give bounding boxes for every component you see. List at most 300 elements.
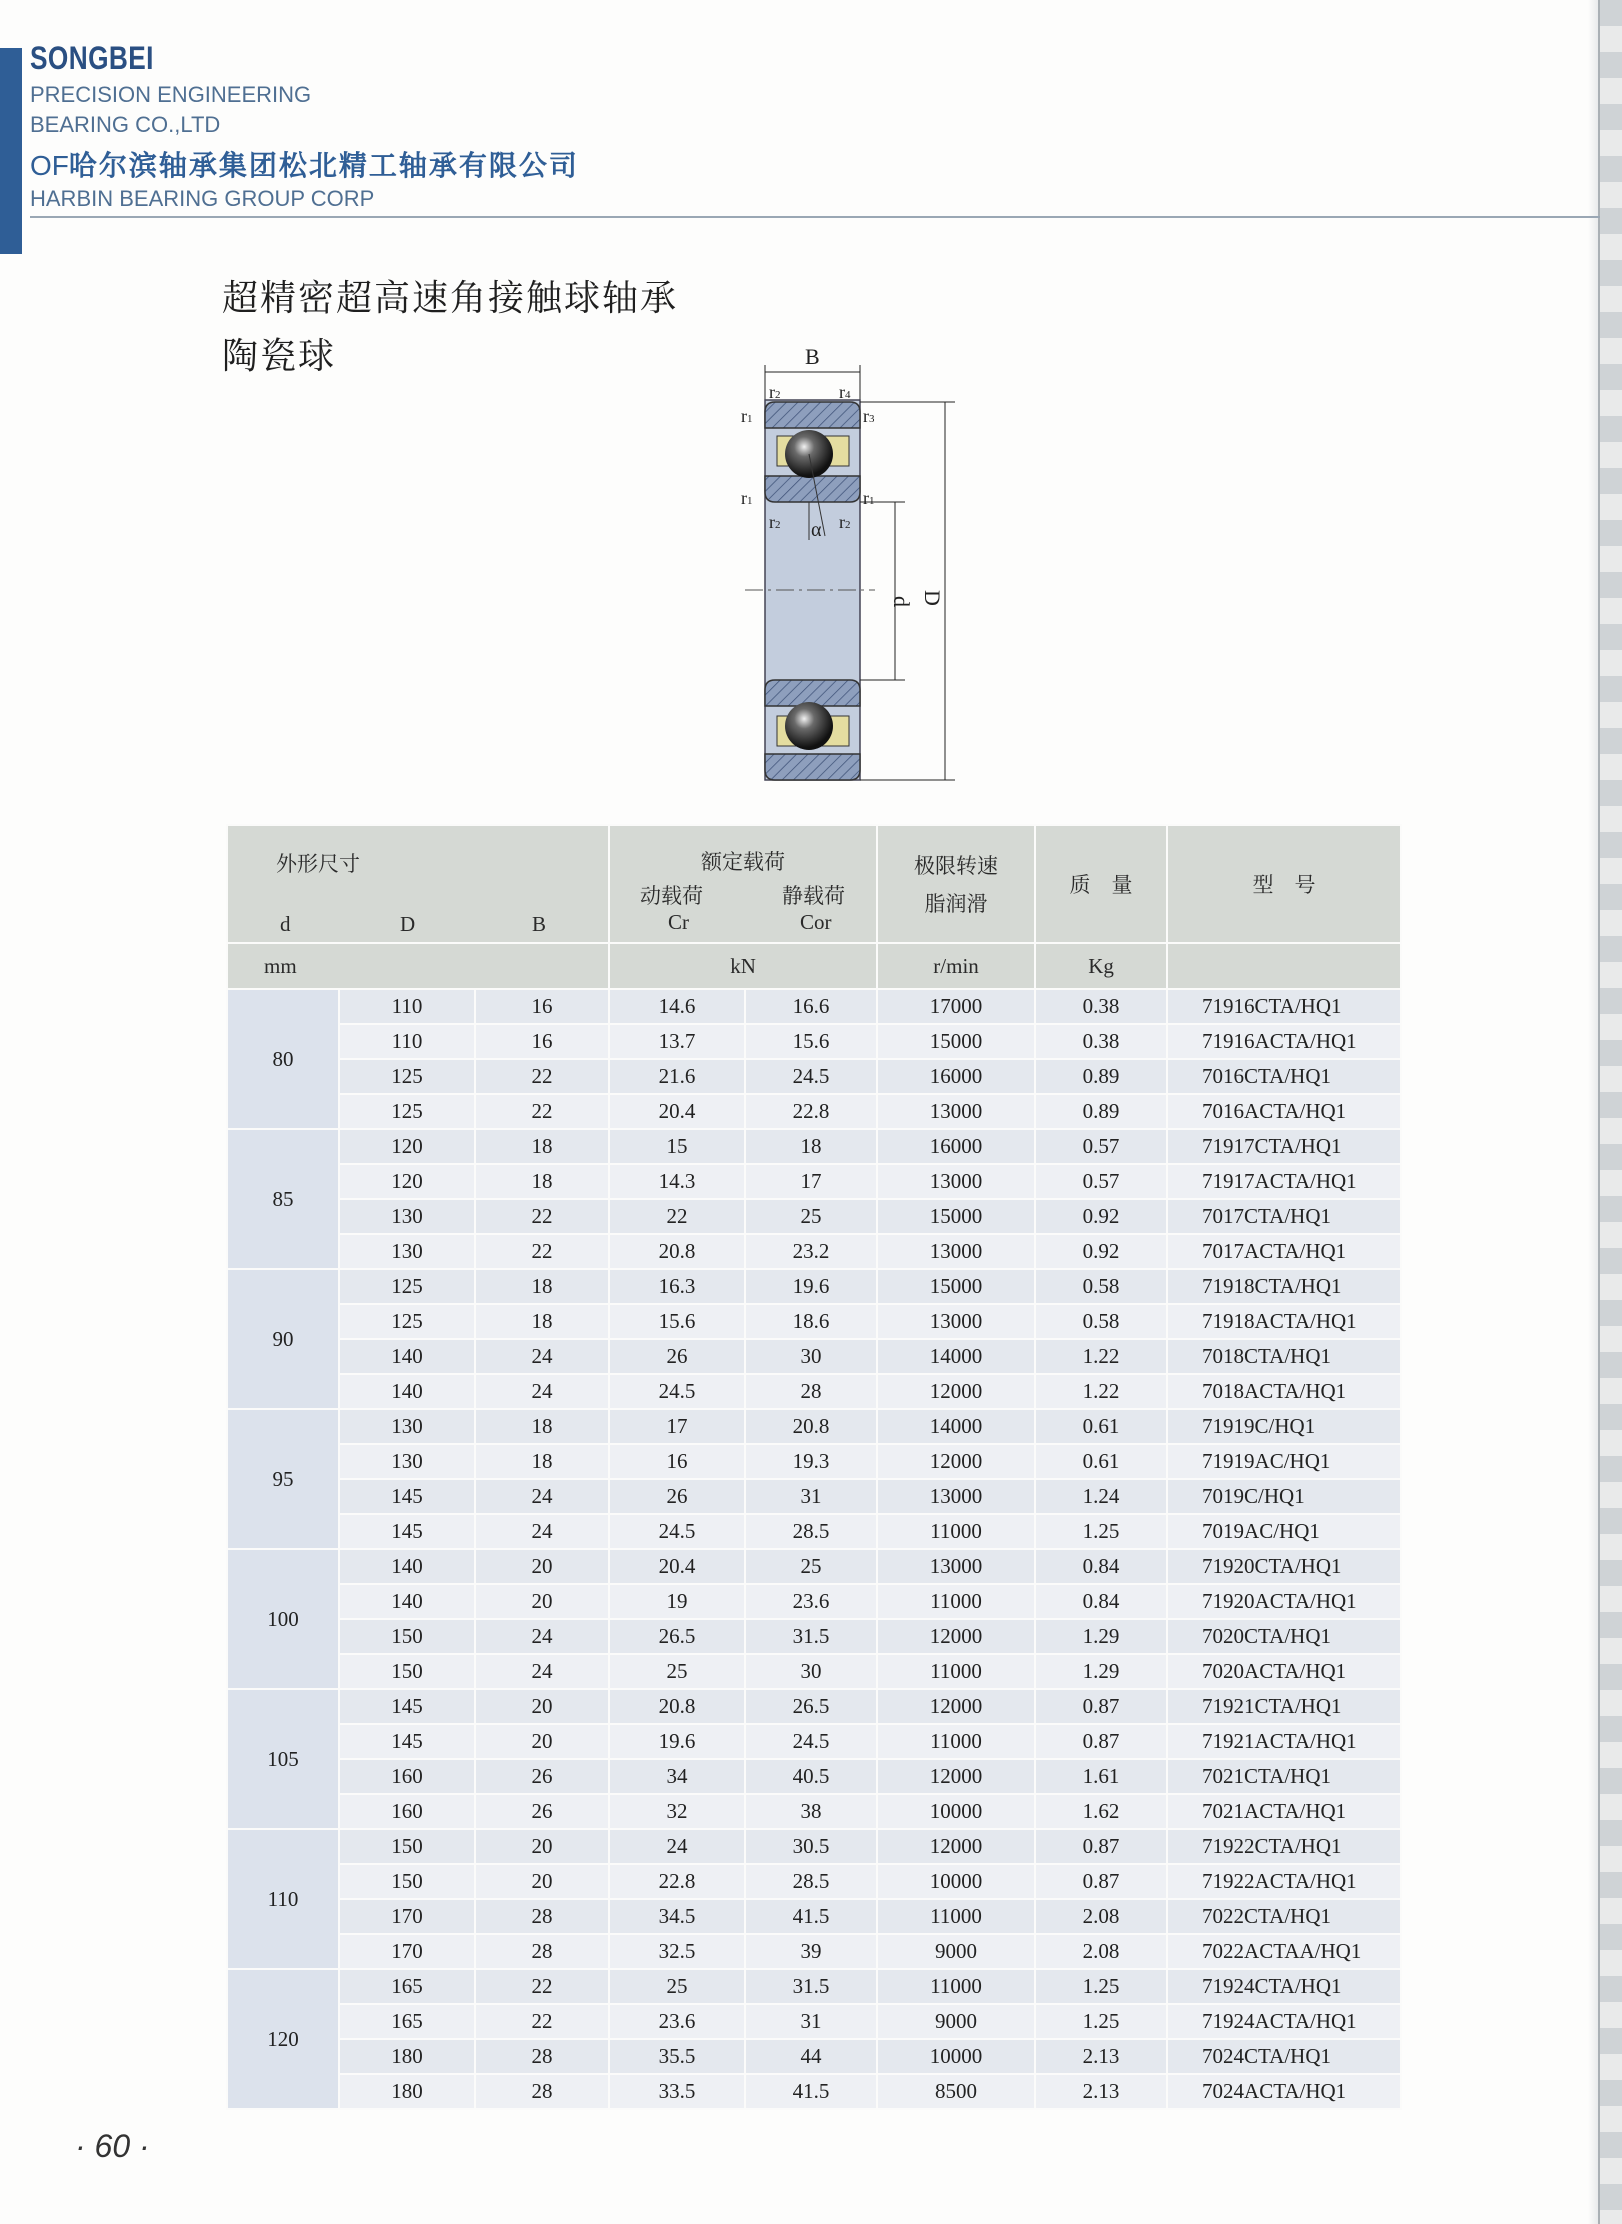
cell-cor: 19.6 bbox=[745, 1269, 877, 1304]
table-row bbox=[227, 1059, 1401, 1094]
table-row bbox=[227, 1724, 1401, 1759]
cell-model: 7021ACTA/HQ1 bbox=[1167, 1794, 1401, 1829]
header-dynamic: 动载荷 bbox=[640, 884, 704, 908]
cell-d: 180 bbox=[339, 2074, 475, 2109]
cell-cor: 24.5 bbox=[745, 1724, 877, 1759]
cell-cor: 30 bbox=[745, 1654, 877, 1689]
header-divider bbox=[30, 216, 1600, 218]
cell-speed: 12000 bbox=[877, 1689, 1035, 1724]
cell-model: 71920ACTA/HQ1 bbox=[1167, 1584, 1401, 1619]
table-row bbox=[227, 1934, 1401, 1969]
table-row bbox=[227, 1304, 1401, 1339]
cell-b: 18 bbox=[475, 1304, 609, 1339]
cell-speed: 15000 bbox=[877, 1024, 1035, 1059]
cell-mass: 0.61 bbox=[1035, 1444, 1167, 1479]
cell-b: 24 bbox=[475, 1619, 609, 1654]
cell-model: 7019AC/HQ1 bbox=[1167, 1514, 1401, 1549]
cell-cr: 16.3 bbox=[609, 1269, 745, 1304]
company-name-cn: 哈尔滨轴承集团松北精工轴承有限公司 bbox=[68, 150, 579, 181]
brand-line-3 bbox=[30, 144, 579, 184]
cell-d: 145 bbox=[339, 1479, 475, 1514]
cell-d: 160 bbox=[339, 1759, 475, 1794]
header-B: B bbox=[532, 912, 547, 936]
bore-diameter-cell: 90 bbox=[227, 1269, 339, 1409]
header-dimensions bbox=[227, 825, 609, 943]
cell-d: 165 bbox=[339, 2004, 475, 2039]
cell-mass: 0.87 bbox=[1035, 1689, 1167, 1724]
cell-d: 140 bbox=[339, 1374, 475, 1409]
cell-cor: 31.5 bbox=[745, 1969, 877, 2004]
cell-mass: 1.24 bbox=[1035, 1479, 1167, 1514]
cell-model: 7018ACTA/HQ1 bbox=[1167, 1374, 1401, 1409]
cell-mass: 0.84 bbox=[1035, 1584, 1167, 1619]
cell-cor: 41.5 bbox=[745, 1899, 877, 1934]
table-row bbox=[227, 1619, 1401, 1654]
cell-model: 7018CTA/HQ1 bbox=[1167, 1339, 1401, 1374]
cell-cr: 20.8 bbox=[609, 1689, 745, 1724]
bearing-cross-section-diagram bbox=[735, 340, 975, 790]
cell-cr: 32.5 bbox=[609, 1934, 745, 1969]
cell-model: 7016ACTA/HQ1 bbox=[1167, 1094, 1401, 1129]
cell-speed: 8500 bbox=[877, 2074, 1035, 2109]
cell-mass: 0.38 bbox=[1035, 989, 1167, 1024]
table-row bbox=[227, 2004, 1401, 2039]
title-line-1: 超精密超高速角接触球轴承 bbox=[222, 278, 679, 319]
cell-cor: 25 bbox=[745, 1549, 877, 1584]
header bbox=[0, 40, 1600, 220]
table-row bbox=[227, 1409, 1401, 1444]
cell-cr: 25 bbox=[609, 1969, 745, 2004]
cell-mass: 1.22 bbox=[1035, 1374, 1167, 1409]
cell-cr: 15.6 bbox=[609, 1304, 745, 1339]
header-speed-line1: 极限转速 bbox=[914, 854, 999, 878]
cell-speed: 13000 bbox=[877, 1094, 1035, 1129]
cell-mass: 0.89 bbox=[1035, 1094, 1167, 1129]
cell-mass: 1.22 bbox=[1035, 1339, 1167, 1374]
table-row bbox=[227, 1444, 1401, 1479]
brand-line-4: HARBIN BEARING GROUP CORP bbox=[30, 186, 375, 211]
cell-d: 130 bbox=[339, 1234, 475, 1269]
table-body bbox=[227, 989, 1401, 2109]
table-row bbox=[227, 1689, 1401, 1724]
cell-cr: 17 bbox=[609, 1409, 745, 1444]
cell-cr: 35.5 bbox=[609, 2039, 745, 2074]
cell-b: 22 bbox=[475, 1094, 609, 1129]
cell-speed: 11000 bbox=[877, 1584, 1035, 1619]
header-static: 静载荷 bbox=[782, 884, 846, 908]
cell-cor: 23.2 bbox=[745, 1234, 877, 1269]
table-row bbox=[227, 1094, 1401, 1129]
bore-diameter-cell: 110 bbox=[227, 1829, 339, 1969]
cell-speed: 17000 bbox=[877, 989, 1035, 1024]
cell-d: 170 bbox=[339, 1899, 475, 1934]
unit-rpm: r/min bbox=[877, 943, 1035, 989]
cell-model: 71919C/HQ1 bbox=[1167, 1409, 1401, 1444]
radius-r2-left: r2 bbox=[769, 512, 781, 532]
cell-cr: 23.6 bbox=[609, 2004, 745, 2039]
cell-mass: 0.57 bbox=[1035, 1164, 1167, 1199]
cell-cr: 16 bbox=[609, 1444, 745, 1479]
cell-speed: 12000 bbox=[877, 1374, 1035, 1409]
cell-d: 130 bbox=[339, 1409, 475, 1444]
cell-cr: 22 bbox=[609, 1199, 745, 1234]
cell-speed: 15000 bbox=[877, 1199, 1035, 1234]
cell-b: 28 bbox=[475, 2074, 609, 2109]
cell-d: 150 bbox=[339, 1864, 475, 1899]
cell-model: 71921CTA/HQ1 bbox=[1167, 1689, 1401, 1724]
cell-mass: 1.25 bbox=[1035, 1969, 1167, 2004]
table-row bbox=[227, 1269, 1401, 1304]
cell-speed: 13000 bbox=[877, 1164, 1035, 1199]
cell-d: 150 bbox=[339, 1829, 475, 1864]
cell-speed: 12000 bbox=[877, 1444, 1035, 1479]
cell-speed: 11000 bbox=[877, 1899, 1035, 1934]
dim-D-label: D bbox=[920, 590, 945, 606]
table-row bbox=[227, 1864, 1401, 1899]
cell-cr: 20.8 bbox=[609, 1234, 745, 1269]
cell-mass: 1.25 bbox=[1035, 1514, 1167, 1549]
cell-cr: 19.6 bbox=[609, 1724, 745, 1759]
brand-name: SONGBEI bbox=[30, 40, 154, 76]
cell-d: 140 bbox=[339, 1549, 475, 1584]
radius-r3-top: r3 bbox=[863, 406, 875, 426]
cell-d: 160 bbox=[339, 1794, 475, 1829]
bore-diameter-cell: 80 bbox=[227, 989, 339, 1129]
table-row bbox=[227, 1549, 1401, 1584]
cell-cor: 38 bbox=[745, 1794, 877, 1829]
cell-cor: 31.5 bbox=[745, 1619, 877, 1654]
cell-cr: 24 bbox=[609, 1829, 745, 1864]
table-row bbox=[227, 989, 1401, 1024]
radius-r2-top: r2 bbox=[769, 382, 781, 402]
cell-speed: 12000 bbox=[877, 1829, 1035, 1864]
cell-b: 24 bbox=[475, 1479, 609, 1514]
cell-b: 24 bbox=[475, 1339, 609, 1374]
cell-cr: 15 bbox=[609, 1129, 745, 1164]
cell-b: 18 bbox=[475, 1129, 609, 1164]
table-row bbox=[227, 1829, 1401, 1864]
table-row bbox=[227, 1199, 1401, 1234]
cell-model: 7021CTA/HQ1 bbox=[1167, 1759, 1401, 1794]
cell-b: 20 bbox=[475, 1584, 609, 1619]
cell-speed: 13000 bbox=[877, 1549, 1035, 1584]
cell-model: 71920CTA/HQ1 bbox=[1167, 1549, 1401, 1584]
cell-speed: 16000 bbox=[877, 1129, 1035, 1164]
binding-edge bbox=[1598, 0, 1622, 2224]
cell-speed: 13000 bbox=[877, 1304, 1035, 1339]
cell-speed: 10000 bbox=[877, 1794, 1035, 1829]
cell-mass: 1.25 bbox=[1035, 2004, 1167, 2039]
cell-mass: 2.13 bbox=[1035, 2074, 1167, 2109]
cell-cor: 44 bbox=[745, 2039, 877, 2074]
bore-diameter-cell: 120 bbox=[227, 1969, 339, 2109]
cell-model: 71916ACTA/HQ1 bbox=[1167, 1024, 1401, 1059]
cell-mass: 1.29 bbox=[1035, 1654, 1167, 1689]
cell-model: 7019C/HQ1 bbox=[1167, 1479, 1401, 1514]
table-row bbox=[227, 1339, 1401, 1374]
radius-r1-top: r1 bbox=[741, 406, 753, 426]
cell-cor: 28.5 bbox=[745, 1514, 877, 1549]
cell-model: 7017CTA/HQ1 bbox=[1167, 1199, 1401, 1234]
header-load bbox=[609, 825, 877, 943]
cell-b: 20 bbox=[475, 1829, 609, 1864]
cell-b: 16 bbox=[475, 989, 609, 1024]
radius-r2-right: r2 bbox=[839, 512, 851, 532]
cell-d: 165 bbox=[339, 1969, 475, 2004]
cell-mass: 0.84 bbox=[1035, 1549, 1167, 1584]
cell-d: 140 bbox=[339, 1339, 475, 1374]
cell-mass: 0.89 bbox=[1035, 1059, 1167, 1094]
cell-b: 18 bbox=[475, 1444, 609, 1479]
cell-d: 125 bbox=[339, 1094, 475, 1129]
cell-d: 150 bbox=[339, 1654, 475, 1689]
cell-b: 18 bbox=[475, 1164, 609, 1199]
cell-speed: 11000 bbox=[877, 1654, 1035, 1689]
cell-d: 120 bbox=[339, 1129, 475, 1164]
cell-b: 26 bbox=[475, 1794, 609, 1829]
cell-b: 20 bbox=[475, 1689, 609, 1724]
cell-cor: 23.6 bbox=[745, 1584, 877, 1619]
cell-mass: 0.38 bbox=[1035, 1024, 1167, 1059]
cell-cor: 41.5 bbox=[745, 2074, 877, 2109]
table-row bbox=[227, 1969, 1401, 2004]
header-d: d bbox=[280, 912, 291, 936]
header-load-label: 额定载荷 bbox=[701, 850, 786, 874]
table-row bbox=[227, 1479, 1401, 1514]
table-row bbox=[227, 1024, 1401, 1059]
cell-model: 71916CTA/HQ1 bbox=[1167, 989, 1401, 1024]
cell-cr: 25 bbox=[609, 1654, 745, 1689]
cell-cor: 39 bbox=[745, 1934, 877, 1969]
header-D: D bbox=[400, 912, 416, 936]
cell-cr: 20.4 bbox=[609, 1094, 745, 1129]
cell-cor: 30.5 bbox=[745, 1829, 877, 1864]
cell-cr: 22.8 bbox=[609, 1864, 745, 1899]
cell-d: 140 bbox=[339, 1584, 475, 1619]
cell-model: 7017ACTA/HQ1 bbox=[1167, 1234, 1401, 1269]
cell-cr: 34.5 bbox=[609, 1899, 745, 1934]
cell-model: 71917CTA/HQ1 bbox=[1167, 1129, 1401, 1164]
table-row bbox=[227, 1514, 1401, 1549]
cell-model: 71917ACTA/HQ1 bbox=[1167, 1164, 1401, 1199]
header-mass: 质 量 bbox=[1035, 825, 1167, 943]
cell-mass: 0.61 bbox=[1035, 1409, 1167, 1444]
table-header bbox=[227, 825, 1401, 989]
page-number: · 60 · bbox=[75, 2128, 150, 2164]
header-model: 型 号 bbox=[1167, 825, 1401, 943]
cell-mass: 0.92 bbox=[1035, 1234, 1167, 1269]
dim-B-label: B bbox=[805, 344, 820, 369]
cell-speed: 14000 bbox=[877, 1409, 1035, 1444]
unit-kg: Kg bbox=[1035, 943, 1167, 989]
cell-b: 22 bbox=[475, 1234, 609, 1269]
cell-d: 145 bbox=[339, 1724, 475, 1759]
cell-model: 71918CTA/HQ1 bbox=[1167, 1269, 1401, 1304]
cell-cr: 26 bbox=[609, 1339, 745, 1374]
table-row bbox=[227, 1584, 1401, 1619]
cell-cor: 17 bbox=[745, 1164, 877, 1199]
cell-cor: 22.8 bbox=[745, 1094, 877, 1129]
cell-mass: 0.92 bbox=[1035, 1199, 1167, 1234]
cell-cr: 34 bbox=[609, 1759, 745, 1794]
table-row bbox=[227, 1374, 1401, 1409]
cell-b: 16 bbox=[475, 1024, 609, 1059]
cell-model: 71924ACTA/HQ1 bbox=[1167, 2004, 1401, 2039]
cell-b: 24 bbox=[475, 1374, 609, 1409]
cell-cor: 30 bbox=[745, 1339, 877, 1374]
cell-b: 28 bbox=[475, 2039, 609, 2074]
cell-speed: 10000 bbox=[877, 1864, 1035, 1899]
cell-b: 24 bbox=[475, 1514, 609, 1549]
cell-b: 22 bbox=[475, 1059, 609, 1094]
cell-d: 150 bbox=[339, 1619, 475, 1654]
cell-cr: 21.6 bbox=[609, 1059, 745, 1094]
cell-cor: 25 bbox=[745, 1199, 877, 1234]
cell-cor: 18.6 bbox=[745, 1304, 877, 1339]
cell-cor: 40.5 bbox=[745, 1759, 877, 1794]
cell-cor: 24.5 bbox=[745, 1059, 877, 1094]
cell-d: 110 bbox=[339, 989, 475, 1024]
table-row bbox=[227, 1164, 1401, 1199]
cell-b: 24 bbox=[475, 1654, 609, 1689]
cell-cor: 19.3 bbox=[745, 1444, 877, 1479]
cell-cr: 20.4 bbox=[609, 1549, 745, 1584]
cell-cr: 24.5 bbox=[609, 1514, 745, 1549]
table-row bbox=[227, 1899, 1401, 1934]
header-accent-bar bbox=[0, 48, 22, 254]
cell-mass: 0.87 bbox=[1035, 1864, 1167, 1899]
cell-speed: 12000 bbox=[877, 1619, 1035, 1654]
bore-diameter-cell: 85 bbox=[227, 1129, 339, 1269]
cell-mass: 0.87 bbox=[1035, 1724, 1167, 1759]
cell-speed: 9000 bbox=[877, 1934, 1035, 1969]
unit-blank bbox=[1167, 943, 1401, 989]
cell-b: 20 bbox=[475, 1724, 609, 1759]
radius-r1-right: r1 bbox=[863, 488, 875, 508]
cell-speed: 13000 bbox=[877, 1479, 1035, 1514]
cell-speed: 15000 bbox=[877, 1269, 1035, 1304]
cell-model: 71922ACTA/HQ1 bbox=[1167, 1864, 1401, 1899]
cell-model: 7024CTA/HQ1 bbox=[1167, 2039, 1401, 2074]
cell-model: 71921ACTA/HQ1 bbox=[1167, 1724, 1401, 1759]
cell-model: 7016CTA/HQ1 bbox=[1167, 1059, 1401, 1094]
cell-speed: 12000 bbox=[877, 1759, 1035, 1794]
unit-mm: mm bbox=[227, 943, 609, 989]
contact-angle-label: α bbox=[811, 519, 822, 541]
radius-r1-left: r1 bbox=[741, 488, 753, 508]
cell-model: 71922CTA/HQ1 bbox=[1167, 1829, 1401, 1864]
table-row bbox=[227, 1654, 1401, 1689]
page-title bbox=[222, 270, 678, 386]
cell-d: 180 bbox=[339, 2039, 475, 2074]
table-row bbox=[227, 1234, 1401, 1269]
cell-d: 125 bbox=[339, 1269, 475, 1304]
header-cr: Cr bbox=[668, 910, 690, 934]
cell-cor: 15.6 bbox=[745, 1024, 877, 1059]
cell-mass: 0.58 bbox=[1035, 1304, 1167, 1339]
table-row bbox=[227, 2039, 1401, 2074]
cell-speed: 13000 bbox=[877, 1234, 1035, 1269]
brand-line-2: BEARING CO.,LTD bbox=[30, 112, 221, 137]
cell-cr: 26 bbox=[609, 1479, 745, 1514]
cell-mass: 2.08 bbox=[1035, 1934, 1167, 1969]
cell-speed: 16000 bbox=[877, 1059, 1035, 1094]
bore-diameter-cell: 95 bbox=[227, 1409, 339, 1549]
header-speed bbox=[877, 825, 1035, 943]
bearing-spec-table bbox=[226, 824, 1400, 2110]
cell-b: 28 bbox=[475, 1899, 609, 1934]
table-row bbox=[227, 2074, 1401, 2109]
cell-mass: 0.58 bbox=[1035, 1269, 1167, 1304]
cell-b: 20 bbox=[475, 1864, 609, 1899]
cell-speed: 11000 bbox=[877, 1724, 1035, 1759]
cell-mass: 0.87 bbox=[1035, 1829, 1167, 1864]
cell-model: 7024ACTA/HQ1 bbox=[1167, 2074, 1401, 2109]
cell-model: 71924CTA/HQ1 bbox=[1167, 1969, 1401, 2004]
table-row bbox=[227, 1129, 1401, 1164]
header-cor: Cor bbox=[800, 910, 832, 934]
dim-d-label: d bbox=[889, 596, 914, 607]
cell-d: 130 bbox=[339, 1199, 475, 1234]
cell-mass: 1.61 bbox=[1035, 1759, 1167, 1794]
cell-model: 7020ACTA/HQ1 bbox=[1167, 1654, 1401, 1689]
cell-cor: 31 bbox=[745, 1479, 877, 1514]
cell-model: 7020CTA/HQ1 bbox=[1167, 1619, 1401, 1654]
cell-b: 22 bbox=[475, 1969, 609, 2004]
cell-d: 145 bbox=[339, 1514, 475, 1549]
bore-diameter-cell: 100 bbox=[227, 1549, 339, 1689]
header-speed-line2: 脂润滑 bbox=[924, 892, 988, 916]
brand-of: OF bbox=[30, 150, 69, 181]
cell-cr: 26.5 bbox=[609, 1619, 745, 1654]
cell-mass: 1.62 bbox=[1035, 1794, 1167, 1829]
cell-speed: 11000 bbox=[877, 1969, 1035, 2004]
cell-d: 130 bbox=[339, 1444, 475, 1479]
cell-speed: 10000 bbox=[877, 2039, 1035, 2074]
cell-b: 28 bbox=[475, 1934, 609, 1969]
cell-b: 22 bbox=[475, 2004, 609, 2039]
cell-b: 22 bbox=[475, 1199, 609, 1234]
cell-d: 125 bbox=[339, 1304, 475, 1339]
cell-d: 145 bbox=[339, 1689, 475, 1724]
cell-mass: 2.08 bbox=[1035, 1899, 1167, 1934]
cell-cr: 32 bbox=[609, 1794, 745, 1829]
cell-cor: 28.5 bbox=[745, 1864, 877, 1899]
cell-cor: 16.6 bbox=[745, 989, 877, 1024]
cell-d: 120 bbox=[339, 1164, 475, 1199]
cell-cr: 13.7 bbox=[609, 1024, 745, 1059]
cell-cor: 20.8 bbox=[745, 1409, 877, 1444]
cell-b: 18 bbox=[475, 1409, 609, 1444]
cell-model: 7022CTA/HQ1 bbox=[1167, 1899, 1401, 1934]
cell-cr: 14.3 bbox=[609, 1164, 745, 1199]
cell-model: 7022ACTAA/HQ1 bbox=[1167, 1934, 1401, 1969]
cell-mass: 0.57 bbox=[1035, 1129, 1167, 1164]
cell-speed: 14000 bbox=[877, 1339, 1035, 1374]
cell-model: 71918ACTA/HQ1 bbox=[1167, 1304, 1401, 1339]
cell-cor: 26.5 bbox=[745, 1689, 877, 1724]
cell-b: 20 bbox=[475, 1549, 609, 1584]
cell-mass: 1.29 bbox=[1035, 1619, 1167, 1654]
cell-cr: 14.6 bbox=[609, 989, 745, 1024]
table-row bbox=[227, 1794, 1401, 1829]
table-row bbox=[227, 1759, 1401, 1794]
cell-cr: 33.5 bbox=[609, 2074, 745, 2109]
cell-cr: 24.5 bbox=[609, 1374, 745, 1409]
header-dims-label: 外形尺寸 bbox=[276, 852, 360, 876]
bore-diameter-cell: 105 bbox=[227, 1689, 339, 1829]
brand-line-1: PRECISION ENGINEERING bbox=[30, 82, 312, 107]
